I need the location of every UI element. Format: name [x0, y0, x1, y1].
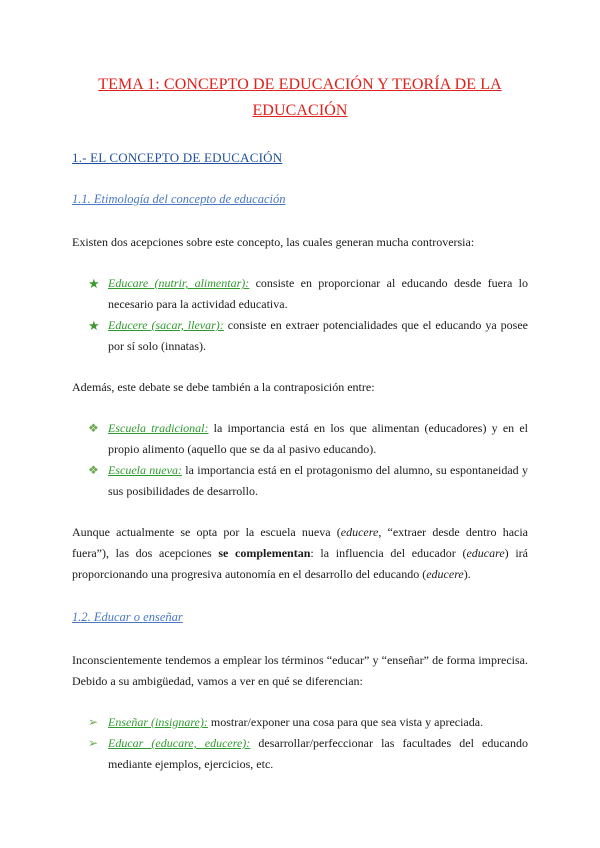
list-item: [108, 315, 528, 357]
conclusion-italic: educare: [466, 546, 505, 560]
arrow-bullet-icon: ➢: [88, 715, 99, 729]
star-bullet-icon: ★: [88, 318, 100, 333]
list-item: [108, 418, 528, 460]
conclusion-italic: educere: [426, 567, 464, 581]
list-item: [108, 733, 528, 775]
list-item: [108, 273, 528, 315]
paragraph-intro: Existen dos acepciones sobre este concepto, las cuales generan mucha controversia:: [72, 235, 475, 249]
list-item-text: consiste en proporcionar al educando desde fuera lo necesario para la actividad educativa.: [108, 276, 528, 311]
diamond-bullet-icon: ❖: [88, 421, 99, 435]
paragraph-conclusion: [72, 522, 528, 585]
list-item-term: Escuela tradicional:: [108, 421, 209, 435]
list-item-text: mostrar/exponer una cosa para que sea vista y apreciada.: [207, 715, 484, 729]
conclusion-text: : la influencia del educador (: [310, 546, 467, 560]
list-item-text: desarrollar/perfeccionar las facultades del educando mediante ejemplos, ejercicios, etc.: [108, 736, 529, 771]
subsection-heading-1-2: 1.2. Educar o enseñar: [72, 610, 183, 624]
list-item: [108, 460, 528, 502]
paragraph-intro-2: Además, este debate se debe también a la contraposición entre:: [72, 380, 375, 394]
document-title-line1: TEMA 1: CONCEPTO DE EDUCACIÓN Y TEORÍA DE LA: [98, 76, 502, 93]
list-item-term: Educere (sacar, llevar):: [108, 318, 224, 332]
conclusion-italic: educere: [340, 525, 379, 539]
list-item-term: Educar (educare, educere):: [108, 736, 251, 750]
conclusion-text: ) irá proporcionando una progresiva autonomía en el desarrollo del educando (: [72, 546, 528, 581]
section-heading: 1.- EL CONCEPTO DE EDUCACIÓN: [72, 150, 283, 165]
list-item-term: Enseñar (insignare):: [108, 715, 208, 729]
document-title-line2: EDUCACIÓN: [252, 102, 348, 119]
list-item-text: la importancia está en los que alimentan (educadores) y en el propio alimento (aquello que se da al pasivo educando).: [108, 421, 528, 456]
conclusion-text: , “extraer desde dentro hacia fuera”), las dos acepciones: [72, 525, 529, 560]
star-bullet-icon: ★: [88, 276, 100, 291]
conclusion-bold: se complementan: [218, 546, 311, 560]
list-item: [108, 712, 528, 733]
list-item-text: la importancia está en el protagonismo del alumno, su espontaneidad y sus posibilidades de desarrollo.: [108, 463, 528, 498]
conclusion-text: ).: [463, 567, 471, 581]
list-item-term: Educare (nutrir, alimentar):: [108, 276, 250, 290]
subsection-heading-1-1: 1.1. Etimología del concepto de educación: [72, 192, 286, 206]
diamond-bullet-icon: ❖: [88, 463, 99, 477]
conclusion-text: Aunque actualmente se opta por la escuela nueva (: [72, 525, 341, 539]
arrow-bullet-icon: ➢: [88, 736, 99, 750]
paragraph-intro-3: Inconscientemente tendemos a emplear los términos “educar” y “enseñar” de forma imprecisa. Debido a su ambigüedad, vamos a ver en qué se diferencian:: [72, 653, 528, 688]
list-item-text: consiste en extraer potencialidades que el educando ya posee por sí solo (innatas).: [108, 318, 528, 353]
list-item-term: Escuela nueva:: [108, 463, 182, 477]
